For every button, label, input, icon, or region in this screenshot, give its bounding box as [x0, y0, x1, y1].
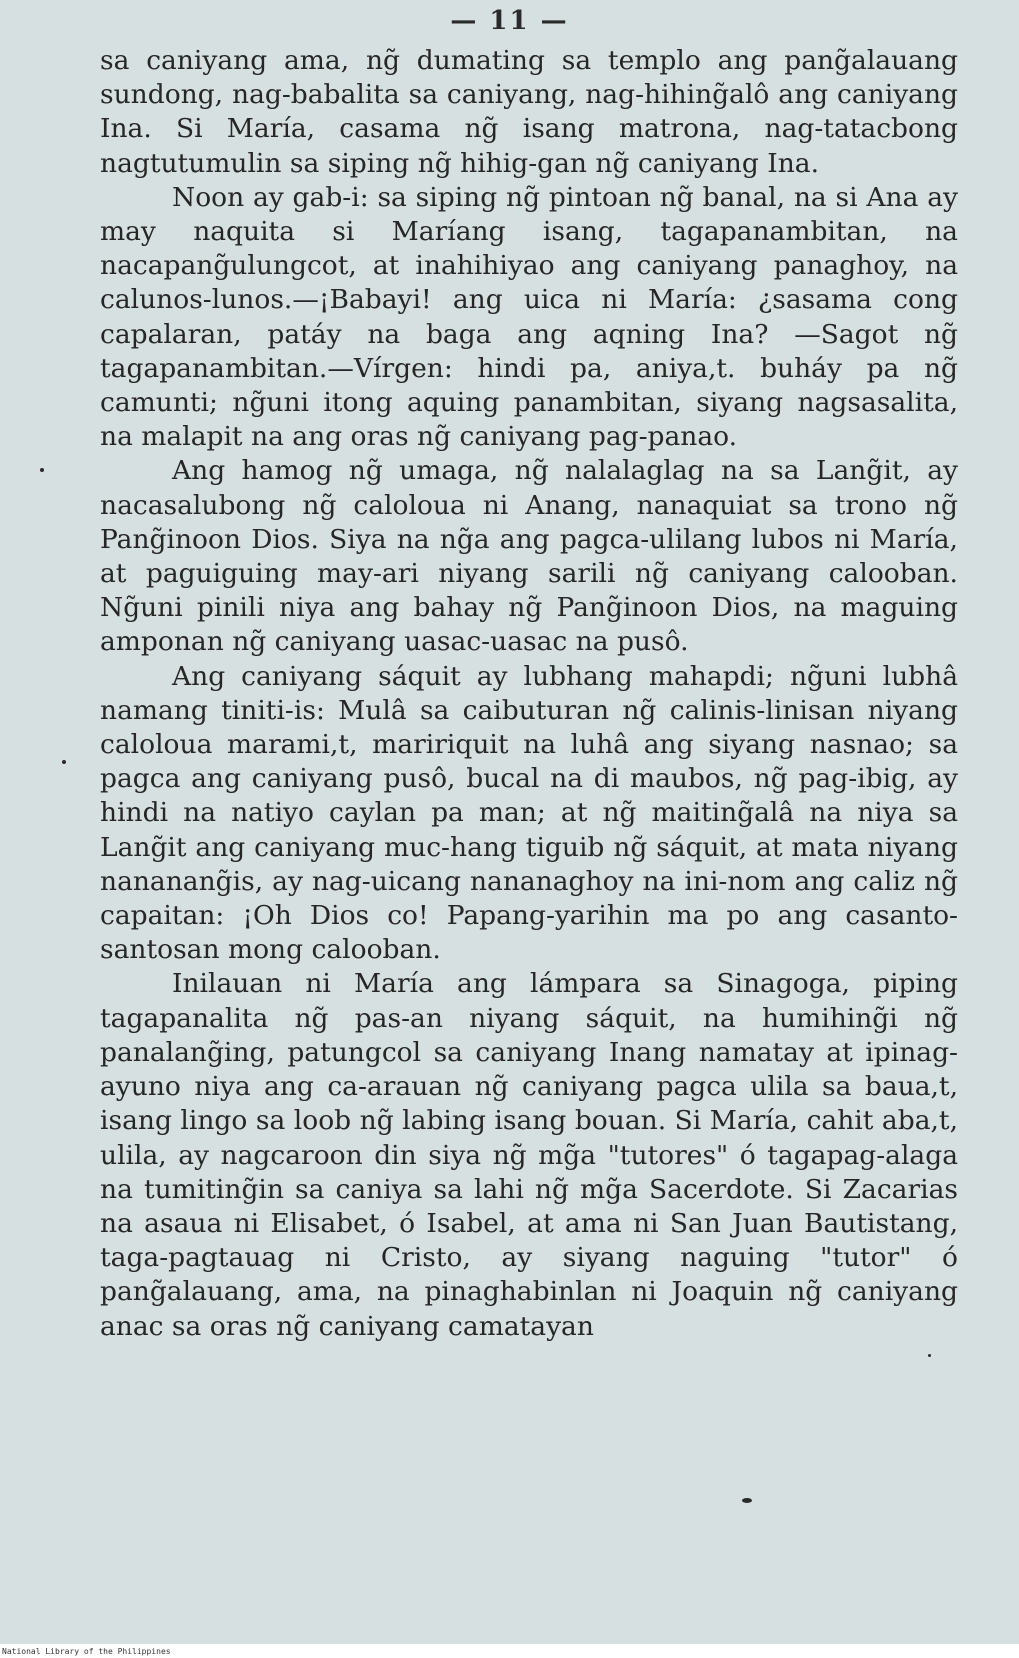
ink-speck: [928, 1354, 931, 1357]
body-text: [100, 44, 958, 1344]
ink-speck: [62, 760, 66, 764]
paragraph-4: Ang caniyang sáquit ay lubhang mahapdi; ng̃uni lubhâ namang tiniti-is: Mulâ sa caibuturan ng̃ calinis-linisan niyang caloloua marami,t, maririquit na luhâ ang siyang nasnao; sa pagca ang caniyang pusô, bucal na di maubos, ng̃ pag-ibig, ay hindi na natiyo caylan pa man; at ng̃ maiting̃alâ na niya sa Lang̃it ang caniyang muc-hang tiguib ng̃ sáquit, at mata niyang nananang̃is, ay nag-uicang nananaghoy na ini-nom ang caliz ng̃ capaitan: ¡Oh Dios co! Papang-yarihin ma po ang casanto-santosan mong calooban.: [100, 660, 958, 966]
paragraph-2: Noon ay gab-i: sa siping ng̃ pintoan ng̃ banal, na si Ana ay may naquita si Maríang isang, tagapanambitan, na nacapang̃ulungcot, at inahihiyao ang caniyang panaghoy, na calunos-lunos.—¡Babayi! ang uica ni María: ¿sasama cong capalaran, patáy na baga ang aqning Ina? —Sagot ng̃ tagapanambitan.—Vírgen: hindi pa, aniya,t. buháy pa ng̃ camunti; ng̃uni itong aquing panambitan, siyang nagsasalita, na malapit na ang oras ng̃ caniyang pag-panao.: [100, 181, 958, 453]
ink-speck: [40, 468, 44, 472]
paragraph-1: sa caniyang ama, ng̃ dumating sa templo ang pang̃alauang sundong, nag-babalita sa caniyang, nag-hihing̃alô ang caniyang Ina. Si María, casama ng̃ isang matrona, nag-tatacbong nagtutumulin sa siping ng̃ hihig-gan ng̃ caniyang Ina.: [100, 45, 958, 179]
page-number: — 11 —: [450, 6, 569, 36]
ink-speck: [742, 1498, 752, 1503]
library-credit: National Library of the Philippines: [2, 1647, 171, 1656]
paragraph-3: Ang hamog ng̃ umaga, ng̃ nalalaglag na sa Lang̃it, ay nacasalubong ng̃ caloloua ni Anang, nanaquiat sa trono ng̃ Pang̃inoon Dios. Siya na ng̃a ang pagca-ulilang lubos ni María, at paguiguing may-ari niyang sarili ng̃ caniyang calooban. Ng̃uni pinili niya ang bahay ng̃ Pang̃inoon Dios, na maguing amponan ng̃ caniyang uasac-uasac na pusô.: [100, 455, 958, 658]
paragraph-5: Inilauan ni María ang lámpara sa Sinagoga, piping tagapanalita ng̃ pas-an niyang sáquit, na humihing̃i ng̃ panalang̃ing, patungcol sa caniyang Inang namatay at ipinag-ayuno niya ang ca-arauan ng̃ caniyang pagca ulila sa baua,t, isang lingo sa loob ng̃ labing isang bouan. Si María, cahit aba,t, ulila, ay nagcaroon din siya ng̃ mg̃a "tutores" ó tagapag-alaga na tumiting̃in sa caniya sa lahi ng̃ mg̃a Sacerdote. Si Zacarias na asaua ni Elisabet, ó Isabel, at ama ni San Juan Bautistang, taga-pagtauag ni Cristo, ay siyang naguing "tutor" ó pang̃alauang, ama, na pinaghabinlan ni Joaquin ng̃ caniyang anac sa oras ng̃ caniyang camatayan: [100, 968, 958, 1342]
